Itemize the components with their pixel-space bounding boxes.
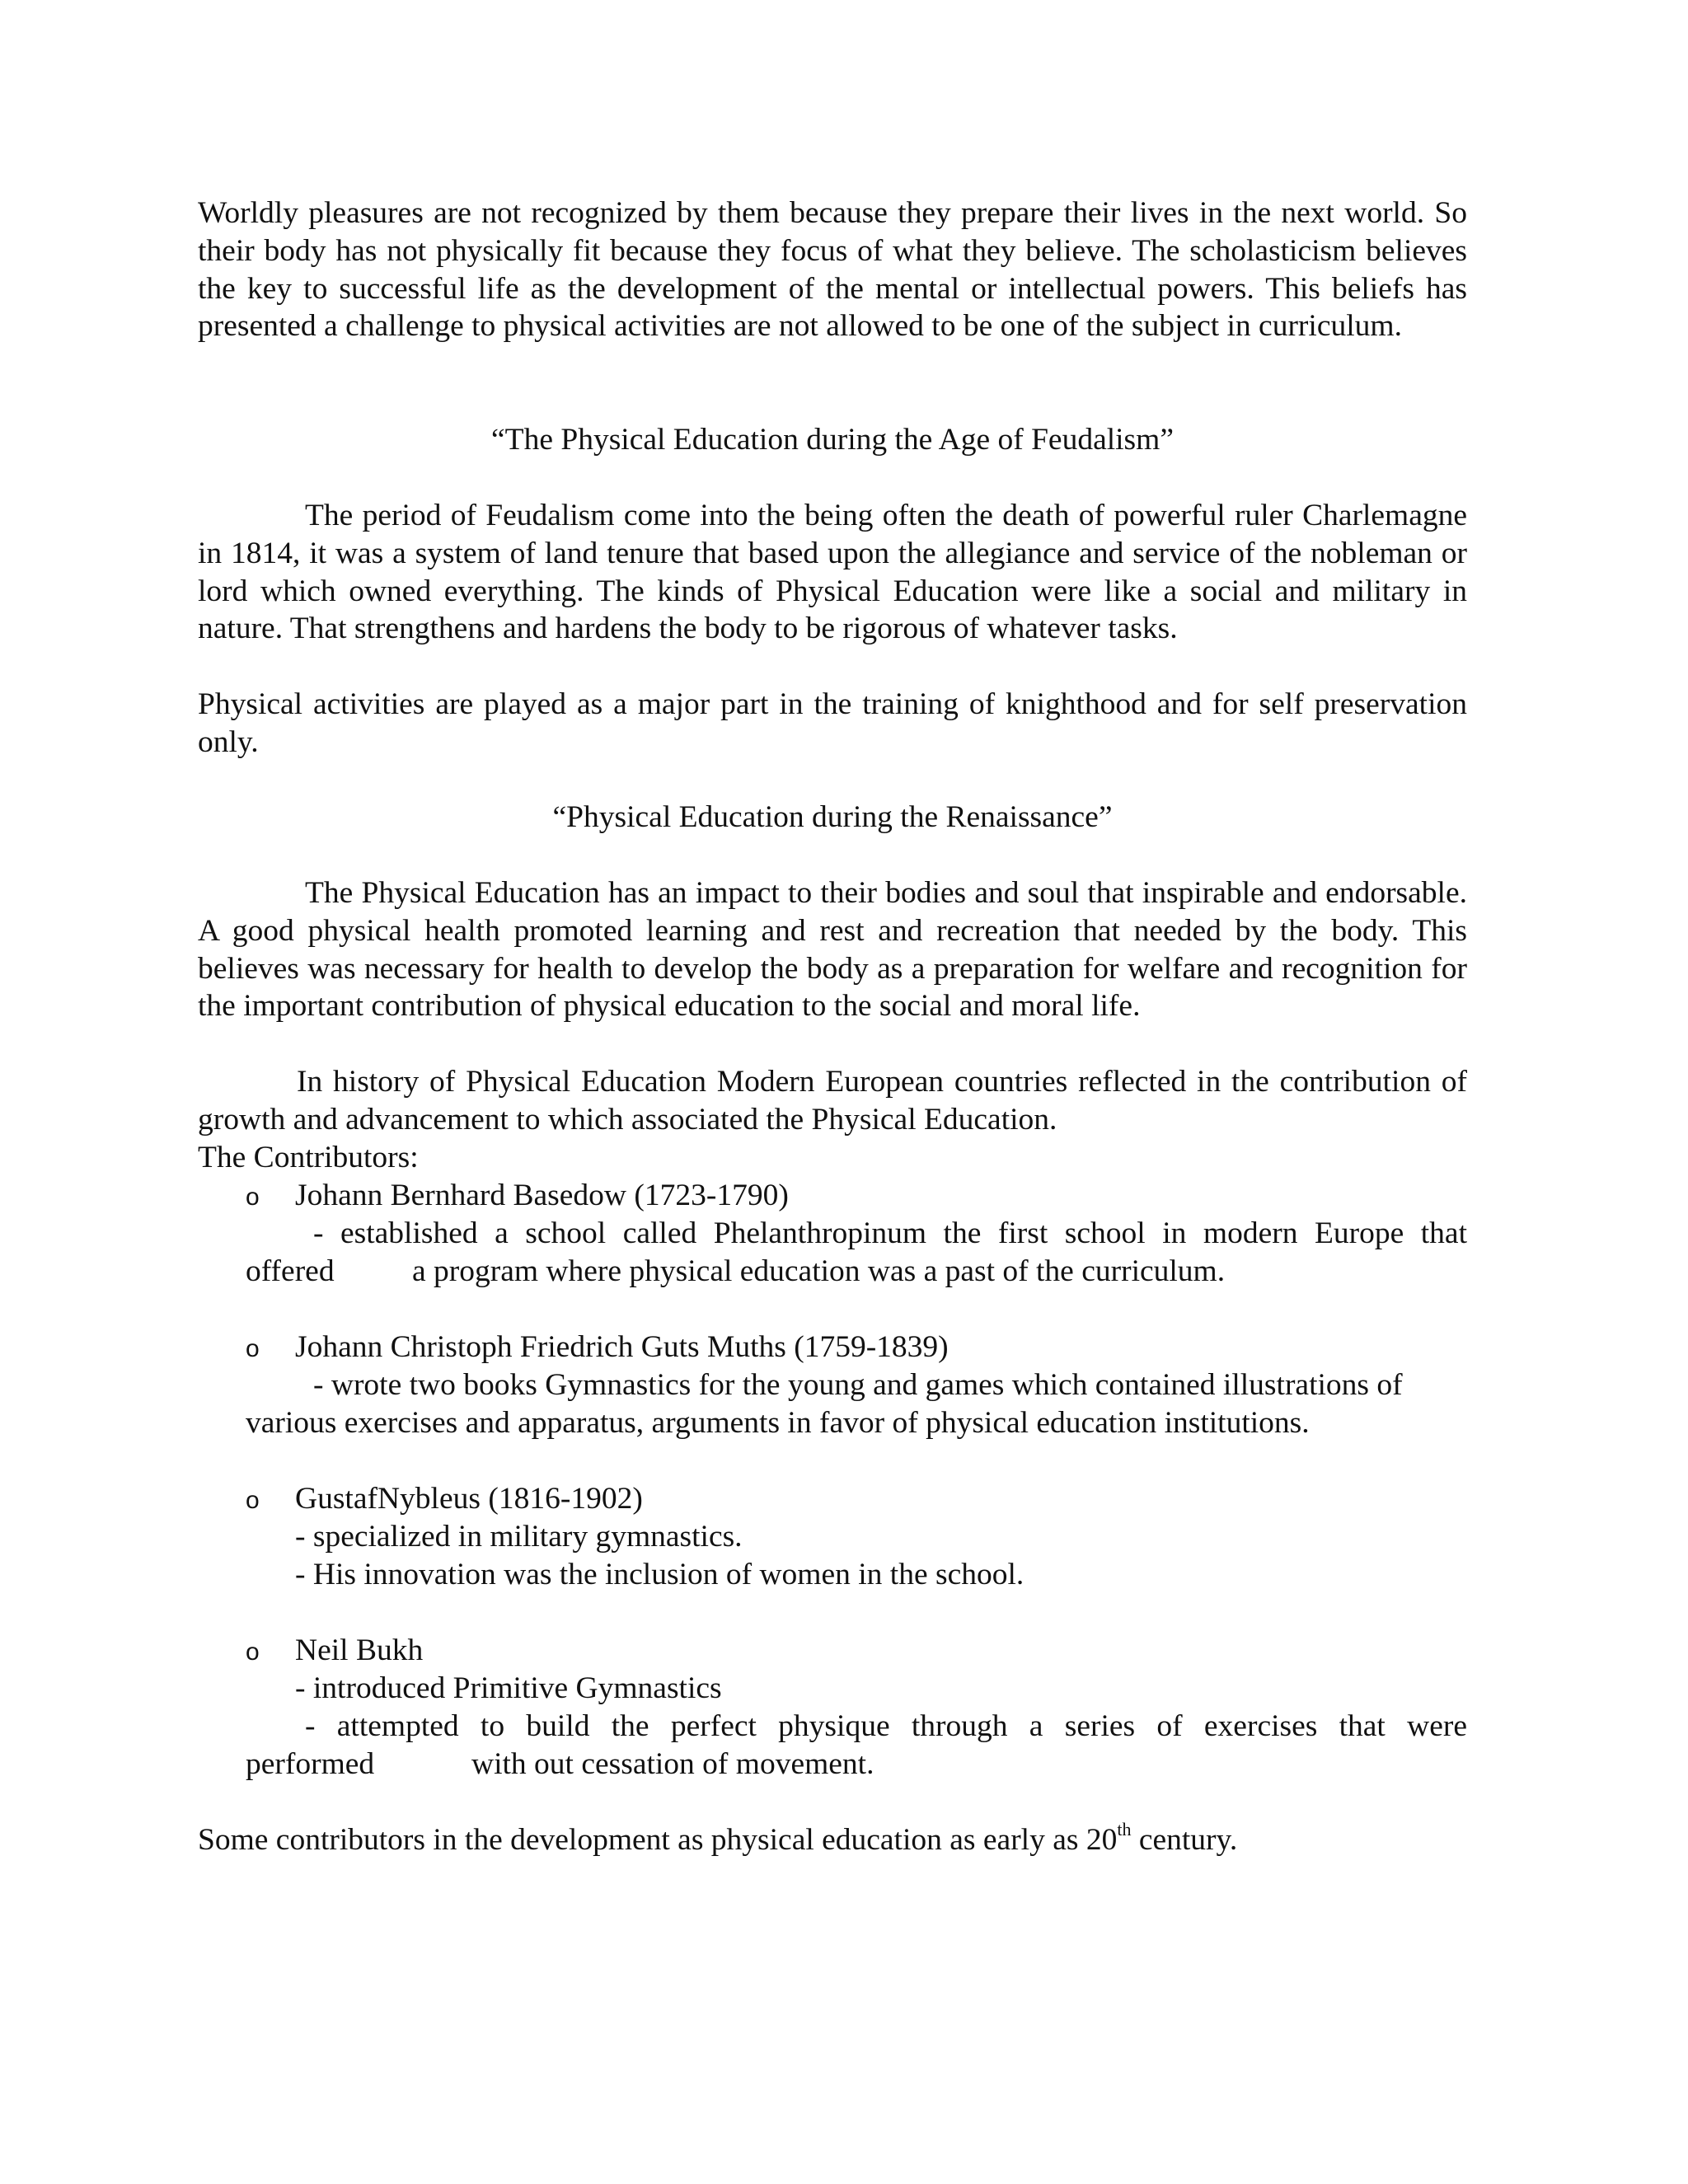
closing-text: Some contributors in the development as physical education as early as 20 <box>198 1823 1118 1857</box>
renaissance-paragraph: The Physical Education has an impact to their bodies and soul that inspirable and endorsable. A good physical health promoted learning and rest and recreation that needed by the body. This believes was necessary for health to develop the body as a preparation for welfare and recognition for the important contribution of physical education to the social and moral life. <box>198 876 1467 1024</box>
contributor-detail: - established a school called Phelanthropinum the first school in modern Europe that <box>313 1216 1467 1250</box>
bullet-icon: o <box>246 1487 260 1514</box>
ordinal-suffix: th <box>1117 1818 1132 1840</box>
contributor-detail: a program where physical education was a past of the curriculum. <box>412 1254 1226 1288</box>
contributor-detail: - introduced Primitive Gymnastics <box>295 1671 722 1705</box>
feudalism-paragraph-2: Physical activities are played as a major part in the training of knighthood and for self preservation only. <box>198 687 1467 759</box>
contributor-name: Johann Bernhard Basedow (1723-1790) <box>295 1179 789 1212</box>
contributor-detail: - wrote two books Gymnastics for the young and games which contained illustrations of <box>313 1368 1403 1402</box>
contributor-detail: - His innovation was the inclusion of women in the school. <box>295 1558 1025 1591</box>
contributor-name: Neil Bukh <box>295 1633 424 1667</box>
contributor-detail: with out cessation of movement. <box>471 1747 874 1781</box>
bullet-icon: o <box>246 1638 260 1666</box>
modern-europe-paragraph: In history of Physical Education Modern European countries reflected in the contribution of growth and advancement to which associated the Physical Education. <box>198 1065 1467 1137</box>
contributor-detail: - specialized in military gymnastics. <box>295 1520 743 1554</box>
contributors-label: The Contributors: <box>198 1141 419 1174</box>
contributor-detail-lead: performed <box>246 1747 375 1781</box>
feudalism-heading: “The Physical Education during the Age of Feudalism” <box>491 423 1174 457</box>
closing-text-end: century. <box>1131 1823 1238 1857</box>
contributor-name: Johann Christoph Friedrich Guts Muths (1759-1839) <box>295 1330 949 1364</box>
feudalism-paragraph: The period of Feudalism come into the being often the death of powerful ruler Charlemagne in 1814, it was a system of land tenure that based upon the allegiance and service of the nobleman or lord which owned everything. The kinds of Physical Education were like a social and military in nature. That strengthens and hardens the body to be rigorous of whatever tasks. <box>198 499 1467 646</box>
contributor-detail-lead: offered <box>246 1254 335 1288</box>
contributor-detail: - attempted to build the perfect physique through a series of exercises that were <box>305 1709 1467 1743</box>
bullet-icon: o <box>246 1183 260 1211</box>
intro-paragraph: Worldly pleasures are not recognized by them because they prepare their lives in the next world. So their body has not physically fit because they focus of what they believe. The scholasticism believes the key to successful life as the development of the mental or intellectual powers. This beliefs has presented a challenge to physical activities are not allowed to be one of the subject in curriculum. <box>198 196 1467 344</box>
closing-paragraph <box>198 1818 1467 1859</box>
bullet-icon: o <box>246 1335 260 1362</box>
renaissance-heading: “Physical Education during the Renaissance” <box>552 800 1113 834</box>
contributor-detail: various exercises and apparatus, arguments in favor of physical education institutions. <box>246 1406 1310 1440</box>
contributor-name: GustafNybleus (1816-1902) <box>295 1482 643 1516</box>
